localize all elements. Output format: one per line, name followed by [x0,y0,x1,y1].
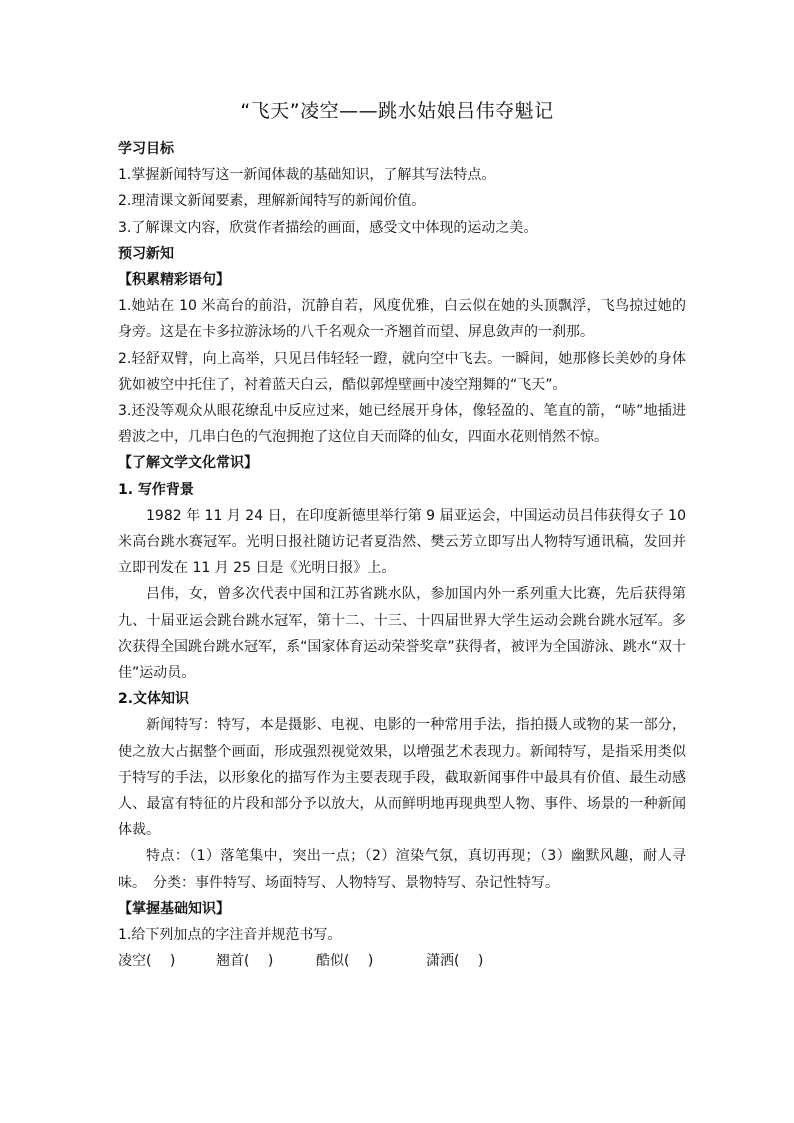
pinyin-blank-item[interactable]: 凌空( ) [118,953,176,970]
objective-item: 1.掌握新闻特写这一新闻体裁的基础知识，了解其写法特点。 [118,167,496,184]
background-paragraph: 吕伟，女，曾多次代表中国和江苏省跳水队，参加国内外一系列重大比赛，先后获得第九、十届亚运会跳台跳水冠军，第十二、十三、十四届世界大学生运动会跳台跳水冠军。多次获得全国跳台跳水冠军，系“国家体育运动荣誉奖章”获得者，被评为全国游泳、跳水“双十佳”运动员。 [118,586,686,682]
pinyin-blank-item[interactable]: 酷似( ) [316,953,374,970]
document-body [118,136,686,975]
genre-paragraph: 特点：（1）落笔集中，突出一点；（2）渲染气氛，真切再现；（3）幽默风趣，耐人寻味。 分类：事件特写、场面特写、人物特写、景物特写、杂记性特写。 [118,848,686,891]
culture-heading: 【了解文学文化常识】 [118,455,258,472]
pinyin-exercise-row [118,948,686,974]
objectives-heading: 学习目标 [118,141,174,157]
sentence-item: 1.她站在 10 米高台的前沿，沉静自若，风度优雅，白云似在她的头顶飘浮，飞鸟掠过她的身旁。这是在卡多拉游泳场的八千名观众一齐翘首而望、屏息敛声的一刹那。 [118,298,686,341]
sentence-item: 2.轻舒双臂，向上高举，只见吕伟轻轻一蹬，就向空中飞去。一瞬间，她那修长美妙的身体犹如被空中托住了，衬着蓝天白云，酷似郭煌壁画中凌空翔舞的“飞天”。 [118,350,686,393]
objective-item: 3.了解课文内容，欣赏作者描绘的画面，感受文中体现的运动之美。 [118,219,538,236]
basics-question: 1.给下列加点的字注音并规范书写。 [118,927,342,944]
page-title: “飞天”凌空——跳水姑娘吕伟夺魁记 [240,100,554,122]
genre-heading: 2.文体知识 [118,691,190,708]
objective-item: 2.理清课文新闻要素，理解新闻特写的新闻价值。 [118,193,426,210]
pinyin-blank-item[interactable]: 潇洒( ) [426,953,484,970]
genre-paragraph: 新闻特写：特写，本是摄影、电视、电影的一种常用手法，指拍摄人或物的某一部分，使之放大占据整个画面，形成强烈视觉效果，以增强艺术表现力。新闻特写，是指采用类似于特写的手法，以形象化的描写作为主要表现手段，截取新闻事件中最具有价值、最生动感人、最富有特征的片段和部分予以放大，从而鲜明地再现典型人物、事件、场景的一种新闻体裁。 [118,717,686,839]
background-paragraph: 1982 年 11 月 24 日，在印度新德里举行第 9 届亚运会，中国运动员吕伟获得女子 10 米高台跳水赛冠军。光明日报社随访记者夏浩然、樊云芳立即写出人物特写通讯稿，发回并立即刊发在 11 月 25 日是《光明日报》上。 [118,507,686,577]
accumulate-heading: 【积累精彩语句】 [118,272,230,289]
basics-heading: 【掌握基础知识】 [118,900,230,917]
sentence-item: 3.还没等观众从眼花缭乱中反应过来，她已经展开身体，像轻盈的、笔直的箭，“哧”地插进碧波之中，几串白色的气泡拥抱了这位自天而降的仙女，四面水花则悄然不惊。 [118,403,686,446]
pinyin-blank-item[interactable]: 翘首( ) [216,953,274,970]
preview-heading: 预习新知 [118,245,174,262]
background-heading: 1. 写作背景 [118,481,194,498]
